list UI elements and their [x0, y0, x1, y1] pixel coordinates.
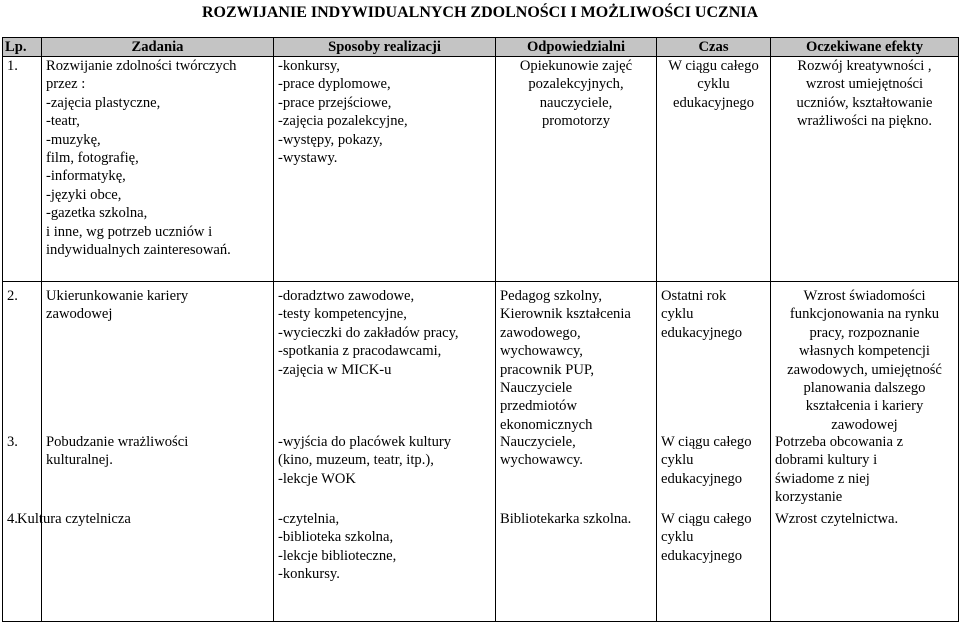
row-4-lp: 4. [7, 511, 18, 527]
cell-line: promotorzy [541, 113, 611, 130]
header-efekty: Oczekiwane efekty [771, 38, 959, 57]
cell-line: ekonomicznych [500, 416, 593, 433]
cell-efekty [771, 57, 959, 282]
header-zadania: Zadania [42, 38, 274, 57]
row-2-lp: 2. [7, 288, 18, 304]
cell-line: -czytelnia, [278, 511, 340, 527]
cell-line: Rozwijanie zdolności twórczych [46, 58, 237, 74]
cell-line: -konkursy, [278, 58, 340, 74]
cell-line: -zajęcia w MICK-u [278, 361, 392, 378]
cell-line: film, fotografię, [46, 150, 139, 167]
cell-line: -zajęcia pozalekcyjne, [278, 113, 408, 130]
cell-line: -biblioteka szkolna, [278, 529, 394, 546]
cell-line: -wystawy. [278, 150, 338, 167]
cell-line: zawodowej [831, 416, 898, 433]
page-title: ROZWIJANIE INDYWIDUALNYCH ZDOLNOŚCI I MOŻLIWOŚCI UCZNIA [201, 4, 759, 21]
cell-line: -informatykę, [46, 168, 126, 185]
cell-line: -lekcje biblioteczne, [278, 547, 397, 564]
cell-line: Ukierunkowanie kariery [46, 288, 189, 304]
cell-line: nauczyciele, [539, 94, 613, 111]
cell-czas [657, 57, 771, 282]
cell-lines [278, 433, 491, 510]
cell-sposoby-group [274, 282, 496, 622]
header-sposoby: Sposoby realizacji [274, 38, 496, 57]
cell-lines [500, 433, 652, 510]
cell-lines [278, 57, 491, 167]
cell-lp-group [3, 282, 42, 622]
cell-lines [661, 510, 766, 565]
cell-line: Kierownik kształcenia [500, 306, 631, 323]
cell-lines [500, 510, 652, 528]
cell-line: -spotkania z pracodawcami, [278, 343, 442, 360]
cell-line: Pobudzanie wrażliwości [46, 434, 189, 450]
cell-line: -zajęcia plastyczne, [46, 94, 161, 111]
cell-lines [661, 57, 766, 112]
cell-line: zawodowej [46, 306, 113, 323]
cell-line: świadome z niej [775, 470, 870, 487]
cell-line: cyklu [661, 306, 694, 323]
cell-lines [278, 510, 491, 584]
cell-line: -wycieczki do zakładów pracy, [278, 324, 459, 341]
cell-lines [775, 510, 954, 528]
cell-line: edukacyjnego [661, 324, 743, 341]
cell-line: kulturalnej. [46, 452, 113, 469]
cell-zadania-group [17, 282, 274, 622]
cell-lines [278, 287, 491, 433]
cell-line: -lekcje WOK [278, 470, 356, 487]
cell-lines [775, 433, 954, 510]
header-odpowiedzialni: Odpowiedzialni [496, 38, 657, 57]
plan-table [2, 37, 959, 622]
cell-line: funkcjonowania na rynku [789, 306, 940, 323]
cell-line: -występy, pokazy, [278, 131, 383, 148]
cell-line: pracownik PUP, [500, 361, 595, 378]
cell-line: Nauczyciele [500, 380, 573, 397]
cell-lp: 1. [3, 57, 42, 282]
cell-line: Bibliotekarka szkolna. [500, 511, 632, 527]
cell-line: (kino, muzeum, teatr, itp.), [278, 452, 434, 469]
cell-efekty-group [771, 282, 959, 622]
cell-line: -prace dyplomowe, [278, 76, 391, 93]
cell-line: -konkursy. [278, 566, 340, 583]
cell-line: przez : [46, 76, 86, 93]
header-lp: Lp. [3, 38, 42, 57]
cell-line: edukacyjnego [661, 470, 743, 487]
cell-line: wychowawcy. [500, 452, 583, 469]
cell-lines [661, 433, 766, 510]
cell-line: Wzrost czytelnictwa. [775, 511, 899, 527]
cell-line: Pedagog szkolny, [500, 288, 603, 304]
cell-line: -teatr, [46, 113, 80, 130]
cell-line: zawodowego, [500, 324, 581, 341]
table-row-1 [3, 57, 959, 282]
cell-line: korzystanie [775, 489, 843, 506]
cell-sposoby [274, 57, 496, 282]
header-czas: Czas [657, 38, 771, 57]
cell-line: W ciągu całego [668, 58, 759, 74]
cell-lines [500, 57, 652, 131]
cell-zadania [42, 57, 274, 282]
cell-lines [500, 287, 652, 433]
cell-line: wrażliwości na piękno. [797, 113, 932, 130]
cell-line: indywidualnych zainteresowań. [46, 242, 231, 259]
cell-line: Nauczyciele, [500, 434, 576, 450]
cell-line: Potrzeba obcowania z [775, 434, 904, 450]
cell-line: Rozwój kreatywności , [797, 58, 932, 74]
cell-line: cyklu [661, 452, 694, 469]
cell-line: -gazetka szkolna, [46, 205, 148, 222]
cell-line: własnych kompetencji [799, 343, 930, 360]
cell-line: pozalekcyjnych, [528, 76, 624, 93]
cell-line: i inne, wg potrzeb uczniów i [46, 223, 213, 240]
cell-line: pracy, rozpoznanie [809, 324, 920, 341]
cell-line: -języki obce, [46, 186, 122, 203]
cell-line: kształcenia i kariery [805, 398, 924, 415]
cell-lines [46, 287, 269, 433]
cell-line: edukacyjnego [672, 94, 755, 111]
cell-line: uczniów, kształtowanie [796, 94, 933, 111]
cell-czas-group [657, 282, 771, 622]
cell-odpowiedzialni-group [496, 282, 657, 622]
cell-line: zawodowych, umiejętność [787, 361, 942, 378]
cell-line: przedmiotów [500, 398, 578, 415]
cell-odpowiedzialni [496, 57, 657, 282]
cell-line: -wyjścia do placówek kultury [278, 434, 452, 450]
cell-line: Ostatni rok [661, 288, 727, 304]
cell-line: planowania dalszego [803, 380, 926, 397]
cell-lines [46, 433, 269, 510]
cell-line: dobrami kultury i [775, 452, 878, 469]
cell-lines [661, 287, 766, 433]
cell-line: cyklu [697, 76, 730, 93]
cell-line: edukacyjnego [661, 547, 743, 564]
cell-line: -muzykę, [46, 131, 101, 148]
cell-line: wychowawcy, [500, 343, 583, 360]
row-3-lp: 3. [7, 434, 18, 450]
cell-line: Kultura czytelnicza [17, 511, 131, 527]
cell-lines [46, 57, 269, 259]
cell-line: -testy kompetencyjne, [278, 306, 407, 323]
cell-line: Wzrost świadomości [803, 288, 926, 304]
cell-line: W ciągu całego [661, 511, 752, 527]
cell-line: -prace przejściowe, [278, 94, 392, 111]
table-header-row [3, 38, 959, 57]
cell-line: Opiekunowie zajęć [519, 58, 633, 74]
cell-line: wzrost umiejętności [805, 76, 924, 93]
table-row-2-4 [3, 282, 959, 622]
cell-line: -doradztwo zawodowe, [278, 288, 415, 304]
cell-lines [17, 510, 269, 528]
cell-line: W ciągu całego [661, 434, 752, 450]
cell-lines [775, 57, 954, 131]
cell-line: cyklu [661, 529, 694, 546]
cell-lines [775, 287, 954, 433]
